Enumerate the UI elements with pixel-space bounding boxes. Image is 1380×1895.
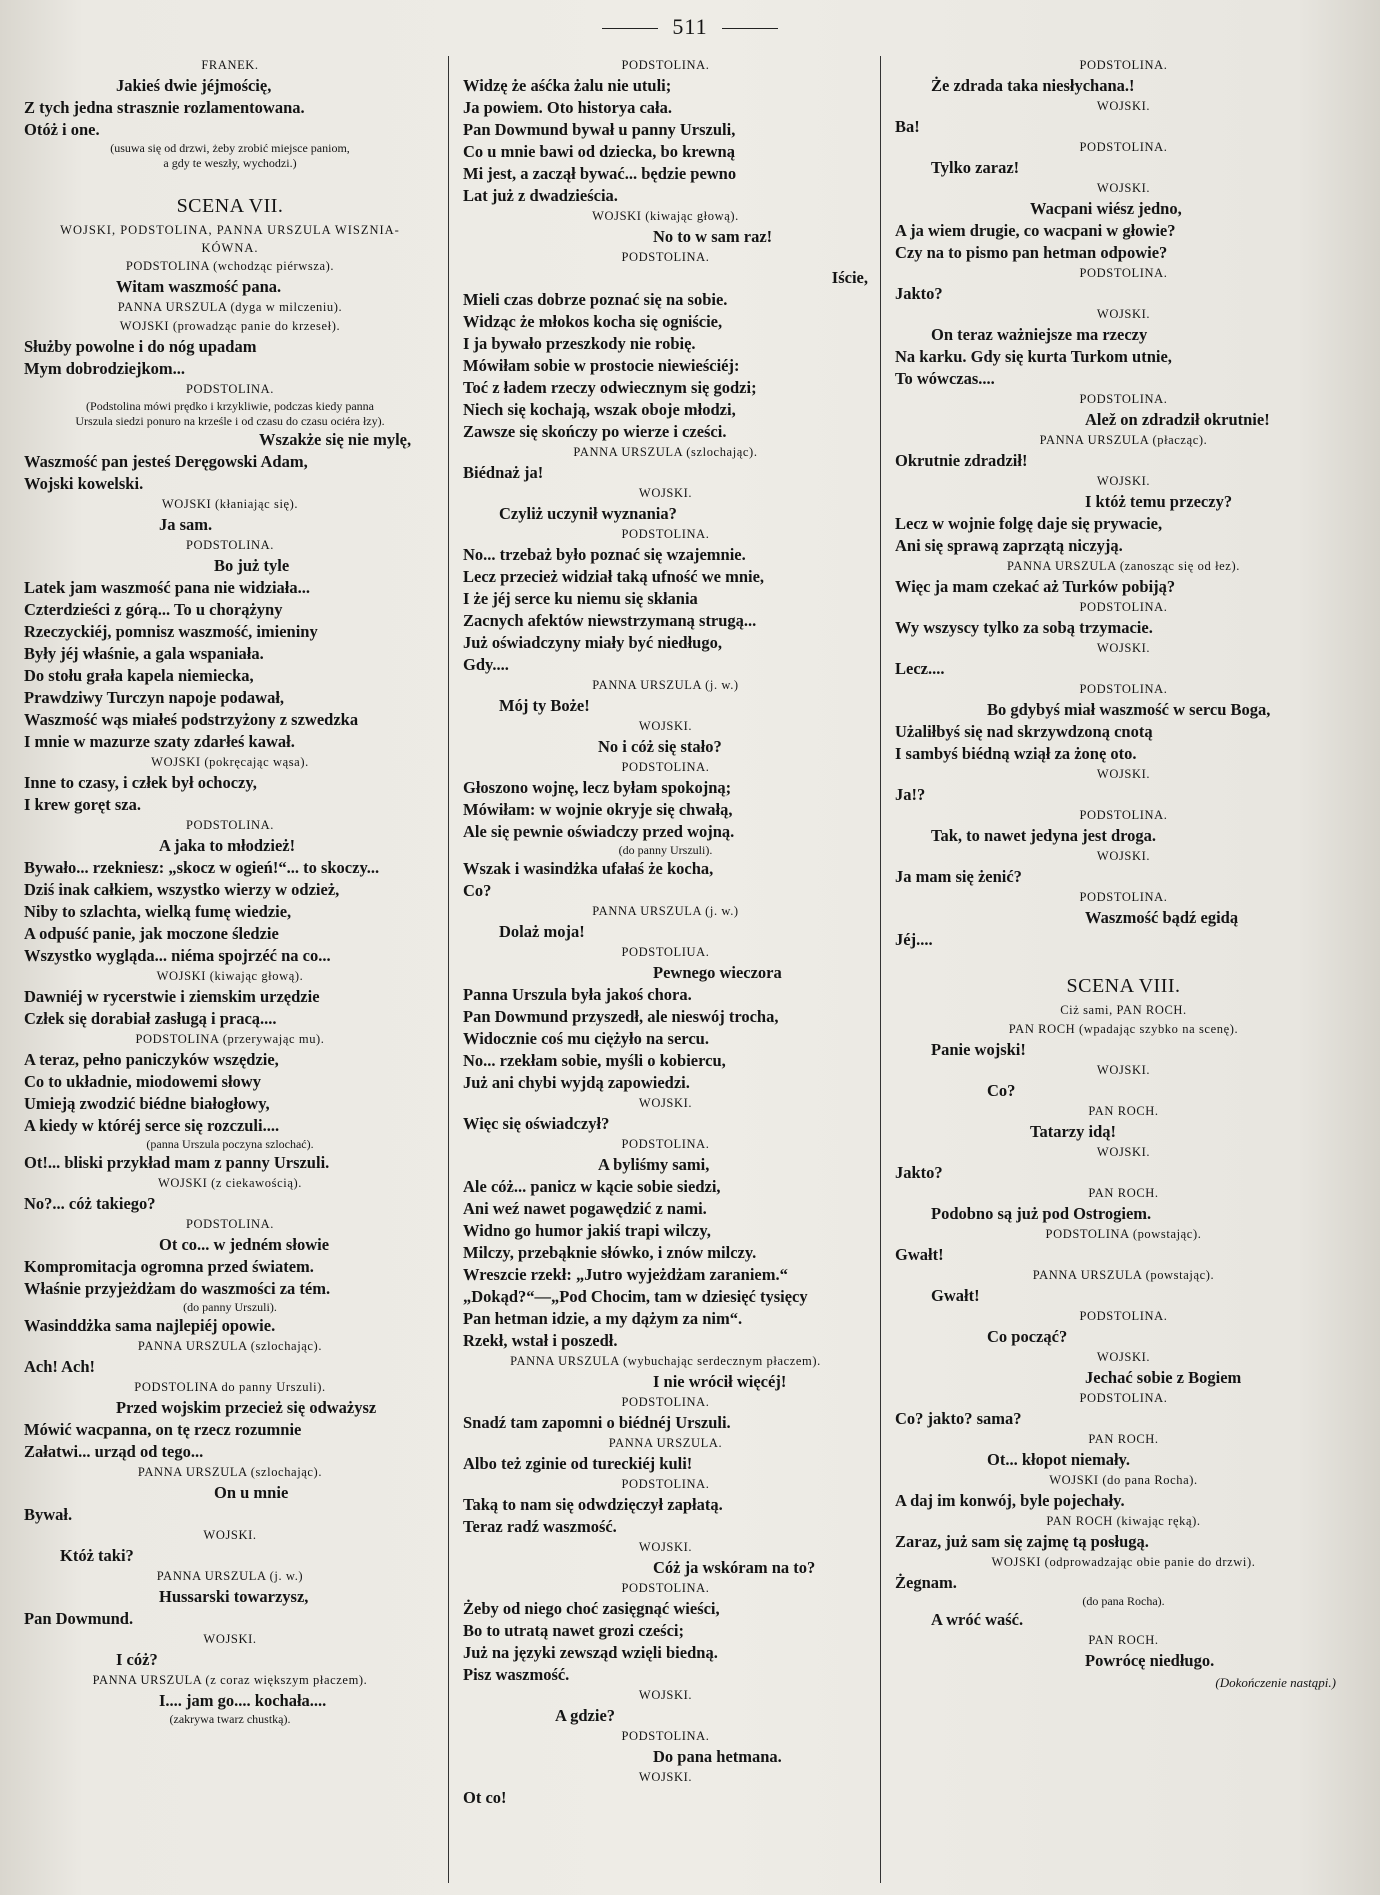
speaker-name: WOJSKI (kiwając głową). — [156, 969, 304, 983]
verse-line: Bo gdybyś miał waszmość w sercu Boga, — [987, 700, 1271, 719]
verse-line: Pan Dowmund przyszedł, ale nieswój trocha, — [463, 1007, 779, 1026]
speaker-name: WOJSKI (kiwając głową). — [592, 209, 739, 223]
speaker-name: PANNA URSZULA (powstając). — [1032, 1268, 1215, 1282]
stage-direction: (do pana Rocha). — [1082, 1594, 1165, 1608]
verse-line: Zawsze się skończy po wierze i cześci. — [463, 422, 727, 441]
verse-line: Co u mnie bawi od dziecka, bo krewną — [463, 142, 735, 161]
verse-line: Ot... kłopot niemały. — [987, 1450, 1131, 1469]
verse-line: A daj im konwój, byle pojechały. — [895, 1491, 1125, 1510]
continuation-note: (Dokończenie nastąpi.) — [1215, 1675, 1336, 1690]
verse-line: Pewnego wieczora — [653, 963, 782, 982]
verse-line: Żeby od niego choć zasięgnąć wieści, — [463, 1599, 720, 1618]
verse-line: Ani weź nawet pogawędzić z nami. — [463, 1199, 707, 1218]
verse-line: Dawniéj w rycerstwie i ziemskim urzędzie — [24, 987, 320, 1006]
verse-line: Panna Urszula była jakoś chora. — [463, 985, 692, 1004]
verse-line: Do pana hetmana. — [653, 1747, 782, 1766]
verse-line: Alež on zdradził okrutnie! — [1085, 410, 1270, 429]
speaker-name: PAN ROCH. — [1088, 1104, 1159, 1118]
verse-line: Lecz przecież widział taką ufność we mnie, — [463, 567, 765, 586]
verse-line: Milczy, przebąknie słówko, i znów milczy. — [463, 1243, 757, 1262]
speaker-name: WOJSKI (kłaniając się). — [161, 497, 299, 511]
verse-line: Ja sam. — [159, 515, 213, 534]
verse-line: Waszmość pan jesteś Deręgowski Adam, — [24, 452, 308, 471]
verse-line: Podobno są już pod Ostrogiem. — [931, 1204, 1152, 1223]
stage-direction: a gdy te weszły, wychodzi.) — [163, 156, 297, 170]
scene-heading: SCENA VIII. — [1066, 975, 1181, 997]
verse-line: Hussarski towarzysz, — [159, 1587, 309, 1606]
verse-line: A gdzie? — [555, 1706, 616, 1725]
verse-line: Tylko zaraz! — [931, 158, 1020, 177]
verse-line: Właśnie przyjeżdżam do waszmości za tém. — [24, 1279, 331, 1298]
verse-line: Na karku. Gdy się kurta Turkom utnie, — [895, 347, 1172, 366]
verse-line: Mieli czas dobrze poznać się na sobie. — [463, 290, 728, 309]
verse-line: Zaraz, już sam się zajmę tą posługą. — [895, 1532, 1149, 1551]
speaker-name: PODSTOLINA. — [621, 1581, 710, 1595]
speaker-name: PODSTOLINA. — [1079, 808, 1168, 822]
verse-line: A odpuść panie, jak moczone śledzie — [24, 924, 279, 943]
speaker-name: PODSTOLINA. — [186, 1217, 274, 1231]
verse-line: Załatwi... urząd od tego... — [24, 1442, 204, 1461]
speaker-name: PODSTOLINA. — [1079, 682, 1168, 696]
verse-line: Mówiłam: w wojnie okryje się chwałą, — [463, 800, 733, 819]
speaker-name: WOJSKI. — [638, 1770, 693, 1784]
speaker-name: WOJSKI. — [203, 1528, 257, 1542]
speaker-name: PODSTOLINA (powstając). — [1045, 1227, 1202, 1241]
verse-line: Ot co... w jedném słowie — [159, 1235, 330, 1254]
verse-line: Rzekł, wstał i poszedł. — [463, 1331, 618, 1350]
speaker-name: PODSTOLINA. — [1079, 140, 1168, 154]
verse-line: Mówiłam sobie w prostocie niewieściéj: — [463, 356, 740, 375]
verse-line: Dolaż moja! — [499, 922, 585, 941]
speaker-name: PANNA URSZULA (szlochając). — [137, 1339, 323, 1353]
page-number: 511 — [672, 14, 708, 39]
verse-line: Biédnaż ja! — [463, 463, 544, 482]
speaker-name: PAN ROCH (kiwając ręką). — [1046, 1514, 1201, 1528]
verse-line: A byliśmy sami, — [598, 1155, 710, 1174]
speaker-name: PODSTOLINA (wchodząc piérwsza). — [125, 259, 335, 273]
stage-direction: (Podstolina mówi prędko i krzykliwie, podczas kiedy panna — [86, 399, 374, 413]
verse-line: Powrócę niedługo. — [1085, 1651, 1215, 1670]
verse-line: Niech się kochają, wszak oboje młodzi, — [463, 400, 736, 419]
verse-line: On u mnie — [214, 1483, 289, 1502]
speaker-name: PANNA URSZULA (płacząc). — [1039, 433, 1208, 447]
page-number-header — [0, 14, 1380, 40]
scene-heading: SCENA VII. — [176, 195, 284, 217]
speaker-name: PODSTOLINA. — [621, 1395, 710, 1409]
speaker-name: PODSTOLINA. — [621, 527, 710, 541]
verse-line: A jaka to młodzież! — [159, 836, 296, 855]
speaker-name: PAN ROCH. — [1088, 1633, 1159, 1647]
speaker-name: PODSTOLINA (przerywając mu). — [135, 1032, 325, 1046]
verse-line: Witam waszmość pana. — [116, 277, 282, 296]
verse-line: Wszak i wasindżka ufałaś że kocha, — [463, 859, 714, 878]
verse-line: Waszmość wąs miałeś podstrzyżony z szwedzka — [24, 710, 359, 729]
verse-line: Pan hetman idzie, a my dążym za nim“. — [463, 1309, 743, 1328]
speaker-name: PANNA URSZULA (z coraz większym płaczem). — [92, 1673, 368, 1687]
speaker-name: WOJSKI. — [203, 1632, 257, 1646]
speaker-name: PODSTOLINA. — [621, 58, 710, 72]
verse-line: Okrutnie zdradził! — [895, 451, 1028, 470]
verse-line: Jéj.... — [895, 930, 933, 949]
verse-line: Bywało... rzekniesz: „skocz w ogień!“... to skoczy... — [24, 858, 380, 877]
speaker-name: PODSTOLINA. — [621, 760, 710, 774]
stage-direction: (do panny Urszuli). — [618, 843, 713, 857]
verse-line: Niby to szlachta, wielką fumę wiedzie, — [24, 902, 292, 921]
verse-line: Czy na to pismo pan hetman odpowie? — [895, 243, 1168, 262]
cast-list: WOJSKI, PODSTOLINA, PANNA URSZULA WISZNIA- — [60, 223, 400, 237]
stage-direction: Urszula siedzi ponuro na krześle i od czasu do czasu ociéra łzy). — [75, 414, 385, 428]
verse-line: No?... cóż takiego? — [24, 1194, 156, 1213]
verse-line: Służby powolne i do nóg upadam — [24, 337, 257, 356]
verse-line: Co? — [463, 881, 492, 900]
speaker-name: WOJSKI (prowadząc panie do krzeseł). — [119, 319, 341, 333]
verse-line: Taką to nam się odwdzięczył zapłatą. — [463, 1495, 723, 1514]
verse-line: Były jéj właśnie, a gala wspaniała. — [24, 644, 264, 663]
speaker-name: PODSTOLINA. — [186, 538, 274, 552]
verse-line: Gwałt! — [895, 1245, 944, 1264]
verse-line: Mym dobrodziejkom... — [24, 359, 186, 378]
verse-line: Wacpani wiész jedno, — [1030, 199, 1182, 218]
verse-line: Że zdrada taka niesłychana.! — [931, 76, 1135, 95]
speaker-name: Ciż sami, PAN ROCH. — [1060, 1003, 1187, 1017]
speaker-name: PODSTOLINA. — [1079, 1391, 1168, 1405]
verse-line: I nie wrócił więcéj! — [653, 1372, 787, 1391]
speaker-name: PODSTOLINA. — [621, 1137, 710, 1151]
verse-line: Mówić wacpanna, on tę rzecz rozumnie — [24, 1420, 302, 1439]
verse-line: Ot!... bliski przykład mam z panny Urszuli. — [24, 1153, 330, 1172]
verse-line: Z tych jedna strasznie rozlamentowana. — [24, 98, 305, 117]
stage-direction: (zakrywa twarz chustką). — [169, 1712, 291, 1726]
verse-line: Otóż i one. — [24, 120, 100, 139]
speaker-name: WOJSKI. — [638, 1540, 693, 1554]
speaker-name: PANNA URSZULA (dyga w milczeniu). — [117, 300, 343, 314]
speaker-name: WOJSKI (pokręcając wąsa). — [151, 755, 309, 769]
verse-line: Ale cóż... panicz w kącie sobie siedzi, — [463, 1177, 721, 1196]
speaker-name: PANNA URSZULA (zanosząc się od łez). — [1007, 559, 1240, 573]
verse-line: Jakieś dwie jéjmościę, — [116, 76, 272, 95]
verse-line: Tatarzy idą! — [1030, 1122, 1117, 1141]
verse-line: Widząc że młokos kocha się ogniście, — [463, 312, 723, 331]
verse-line: Wy wszyscy tylko za sobą trzymacie. — [895, 618, 1153, 637]
speaker-name: WOJSKI (do pana Rocha). — [1049, 1473, 1198, 1487]
speaker-name: WOJSKI. — [1096, 1145, 1151, 1159]
speaker-name: PANNA URSZULA (szlochając). — [573, 445, 758, 459]
verse-line: Co począć? — [987, 1327, 1068, 1346]
verse-line: Ja!? — [895, 785, 926, 804]
speaker-name: PAN ROCH. — [1088, 1432, 1159, 1446]
speaker-name: PANNA URSZULA (szlochając). — [137, 1465, 323, 1479]
speaker-name: PODSTOLINA. — [621, 1477, 710, 1491]
verse-line: I krew goręt sza. — [24, 795, 141, 814]
speaker-name: WOJSKI. — [638, 486, 693, 500]
stage-direction: (panna Urszula poczyna szlochać). — [146, 1137, 314, 1151]
verse-line: Latek jam waszmość pana nie widziała... — [24, 578, 310, 597]
cast-list: KÓWNA. — [201, 241, 259, 255]
speaker-name: PODSTOLINA. — [1079, 890, 1168, 904]
verse-line: Tak, to nawet jedyna jest droga. — [931, 826, 1157, 845]
verse-line: Czterdzieści z górą... To u chorążyny — [24, 600, 283, 619]
verse-line: Widno go humor jakiś trapi wilczy, — [463, 1221, 711, 1240]
speaker-name: PAN ROCH. — [1088, 1186, 1159, 1200]
verse-line: Ani się sprawą zaprzątą niczyją. — [895, 536, 1123, 555]
verse-line: No to w sam raz! — [653, 227, 773, 246]
verse-line: Bo to utratą nawet grozi cześci; — [463, 1621, 685, 1640]
verse-line: Już oświadczyny miały być niedługo, — [463, 633, 722, 652]
speaker-name: PODSTOLINA. — [621, 1729, 710, 1743]
verse-line: Mi jest, a zaczął bywać... będzie pewno — [463, 164, 737, 183]
verse-line: I sambyś biédną wziął za żonę oto. — [895, 744, 1137, 763]
verse-line: Czyliż uczynił wyznania? — [499, 504, 677, 523]
speaker-name: WOJSKI. — [1096, 1350, 1151, 1364]
column-2 — [448, 56, 880, 1883]
verse-line: A ja wiem drugie, co wacpani w głowie? — [895, 221, 1176, 240]
verse-line: Wreszcie rzekł: „Jutro wyjeżdżam zaraniem.“ — [463, 1265, 788, 1284]
verse-line: Wszystko wygląda... niéma spojrzéć na co... — [24, 946, 331, 965]
verse-line: No... rzekłam sobie, myśli o kobiercu, — [463, 1051, 726, 1070]
header-rule-left — [602, 28, 658, 29]
verse-line: Głoszono wojnę, lecz byłam spokojną; — [463, 778, 732, 797]
verse-line: A wróć waść. — [931, 1610, 1024, 1629]
verse-line: Więc ja mam czekać aż Turków pobiją? — [895, 577, 1176, 596]
header-rule-right — [722, 28, 778, 29]
speaker-name: PODSTOLINA. — [1079, 392, 1168, 406]
verse-line: Lecz.... — [895, 659, 945, 678]
speaker-name: PANNA URSZULA (j. w.) — [156, 1569, 304, 1583]
speaker-name: PODSTOLINA. — [1079, 600, 1168, 614]
verse-line: Kompromitacja ogromna przed światem. — [24, 1257, 314, 1276]
speaker-name: PODSTOLINA. — [1079, 1309, 1168, 1323]
speaker-name: PANNA URSZULA (wybuchając serdecznym płaczem). — [510, 1354, 821, 1368]
stage-direction: (do panny Urszuli). — [183, 1300, 277, 1314]
verse-line: Ba! — [895, 117, 920, 136]
verse-line: Już na języki zewsząd wzięli biedną. — [463, 1643, 718, 1662]
verse-line: Przed wojskim przecież się odważysz — [116, 1398, 377, 1417]
verse-line: Panie wojski! — [931, 1040, 1026, 1059]
verse-line: Toć z ładem rzeczy odwiecznym się godzi; — [463, 378, 757, 397]
verse-line: Ale się pewnie oświadczy przed wojną. — [463, 822, 735, 841]
verse-line: I któż temu przeczy? — [1085, 492, 1233, 511]
speaker-name: WOJSKI. — [1096, 767, 1151, 781]
verse-line: Ot co! — [463, 1788, 507, 1807]
verse-line: Co? — [987, 1081, 1016, 1100]
verse-line: Dziś inak całkiem, wszystko wierzy w odzież, — [24, 880, 340, 899]
verse-line: Ach! Ach! — [24, 1357, 96, 1376]
verse-line: Żegnam. — [895, 1573, 957, 1592]
verse-line: Jechać sobie z Bogiem — [1085, 1368, 1242, 1387]
verse-line: Ja powiem. Oto historya cała. — [463, 98, 672, 117]
verse-line: Do stołu grała kapela niemiecka, — [24, 666, 254, 685]
verse-line: Użaliłbyś się nad skrzywdzoną cnotą — [895, 722, 1153, 741]
speaker-name: WOJSKI. — [1096, 307, 1151, 321]
verse-line: Jakto? — [895, 1163, 943, 1182]
verse-line: Albo też zginie od tureckiéj kuli! — [463, 1454, 693, 1473]
verse-line: Snadź tam zapomni o biédnéj Urszuli. — [463, 1413, 731, 1432]
verse-line: On teraz ważniejsze ma rzeczy — [931, 325, 1148, 344]
speaker-name: PODSTOLINA. — [621, 250, 710, 264]
verse-line: Inne to czasy, i człek był ochoczy, — [24, 773, 257, 792]
verse-line: Co? jakto? sama? — [895, 1409, 1022, 1428]
text-columns — [24, 56, 1358, 1883]
verse-line: Cóż ja wskóram na to? — [653, 1558, 816, 1577]
verse-line: Wszakże się nie mylę, — [259, 430, 412, 449]
verse-line: Ja mam się żenić? — [895, 867, 1022, 886]
verse-line: I ja bywało przeszkody nie robię. — [463, 334, 696, 353]
verse-line: Pan Dowmund. — [24, 1609, 134, 1628]
verse-line: Pan Dowmund bywał u panny Urszuli, — [463, 120, 736, 139]
verse-line: No i cóż się stało? — [598, 737, 722, 756]
speaker-name: PODSTOLINA. — [1079, 266, 1168, 280]
speaker-name: WOJSKI (odprowadzając obie panie do drzwi). — [991, 1555, 1256, 1569]
verse-line: Człek się dorabiał zasługą i pracą.... — [24, 1009, 277, 1028]
speaker-name: PANNA URSZULA. — [608, 1436, 723, 1450]
speaker-name: WOJSKI. — [1096, 641, 1151, 655]
verse-line: To wówczas.... — [895, 369, 995, 388]
verse-line: Bywał. — [24, 1505, 73, 1524]
verse-line: Lecz w wojnie folgę daje się prywacie, — [895, 514, 1163, 533]
speaker-name: PODSTOLINA do panny Urszuli). — [134, 1380, 326, 1394]
speaker-name: WOJSKI. — [1096, 99, 1151, 113]
verse-line: Teraz radź waszmość. — [463, 1517, 617, 1536]
verse-line: No... trzebaż było poznać się wzajemnie. — [463, 545, 746, 564]
column-3 — [880, 56, 1358, 1883]
verse-line: A kiedy w któréj serce się rozczuli.... — [24, 1116, 280, 1135]
verse-line: Iście, — [831, 268, 868, 287]
verse-line: Wojski kowelski. — [24, 474, 144, 493]
verse-line: Więc się oświadczył? — [463, 1114, 610, 1133]
speaker-name: WOJSKI. — [1096, 1063, 1151, 1077]
speaker-name: PAN ROCH (wpadając szybko na scenę). — [1008, 1022, 1239, 1036]
verse-line: I cóż? — [116, 1650, 158, 1669]
verse-line: Gdy.... — [463, 655, 509, 674]
verse-line: Widzę że aśćka żalu nie utuli; — [463, 76, 672, 95]
column-1 — [24, 56, 448, 1883]
verse-line: Pisz waszmość. — [463, 1665, 570, 1684]
speaker-name: PODSTOLIUA. — [621, 945, 710, 959]
speaker-name: PODSTOLINA. — [186, 818, 274, 832]
speaker-name: WOJSKI. — [638, 719, 693, 733]
verse-line: Jakto? — [895, 284, 943, 303]
verse-line: Widocznie coś mu ciężyło na sercu. — [463, 1029, 709, 1048]
verse-line: Któż taki? — [60, 1546, 134, 1565]
verse-line: Lat już z dwadzieścia. — [463, 186, 618, 205]
speaker-name: PANNA URSZULA (j. w.) — [592, 904, 739, 918]
verse-line: Zacnych afektów niewstrzymaną strugą... — [463, 611, 757, 630]
verse-line: Rzeczyckiéj, pomnisz waszmość, imieniny — [24, 622, 318, 641]
verse-line: I że jéj serce ku niemu się skłania — [463, 589, 698, 608]
verse-line: Co to układnie, miodowemi słowy — [24, 1072, 261, 1091]
verse-line: I.... jam go.... kochała.... — [159, 1691, 327, 1710]
speaker-name: WOJSKI. — [1096, 181, 1151, 195]
verse-line: A teraz, pełno paniczyków wszędzie, — [24, 1050, 279, 1069]
verse-line: Gwałt! — [931, 1286, 980, 1305]
verse-line: Mój ty Boże! — [499, 696, 590, 715]
stage-direction: (usuwa się od drzwi, żeby zrobić miejsce paniom, — [110, 141, 350, 155]
verse-line: Umieją zwodzić biédne białogłowy, — [24, 1094, 270, 1113]
verse-line: Bo już tyle — [214, 556, 290, 575]
speaker-name: WOJSKI (z ciekawością). — [158, 1176, 302, 1190]
speaker-name: FRANEK. — [201, 58, 259, 72]
speaker-name: WOJSKI. — [638, 1096, 693, 1110]
verse-line: „Dokąd?“—„Pod Chocim, tam w dziesięć tysięcy — [463, 1287, 808, 1306]
speaker-name: PODSTOLINA. — [1079, 58, 1168, 72]
speaker-name: PANNA URSZULA (j. w.) — [592, 678, 739, 692]
speaker-name: PODSTOLINA. — [186, 382, 274, 396]
verse-line: Wasinddżka sama najlepiéj opowie. — [24, 1316, 276, 1335]
verse-line: I mnie w mazurze szaty zdarłeś kawał. — [24, 732, 295, 751]
speaker-name: WOJSKI. — [1096, 474, 1151, 488]
verse-line: Już ani chybi wyjdą zapowiedzi. — [463, 1073, 690, 1092]
verse-line: Waszmość bądź egidą — [1085, 908, 1239, 927]
speaker-name: WOJSKI. — [638, 1688, 693, 1702]
speaker-name: WOJSKI. — [1096, 849, 1151, 863]
verse-line: Prawdziwy Turczyn napoje podawał, — [24, 688, 285, 707]
